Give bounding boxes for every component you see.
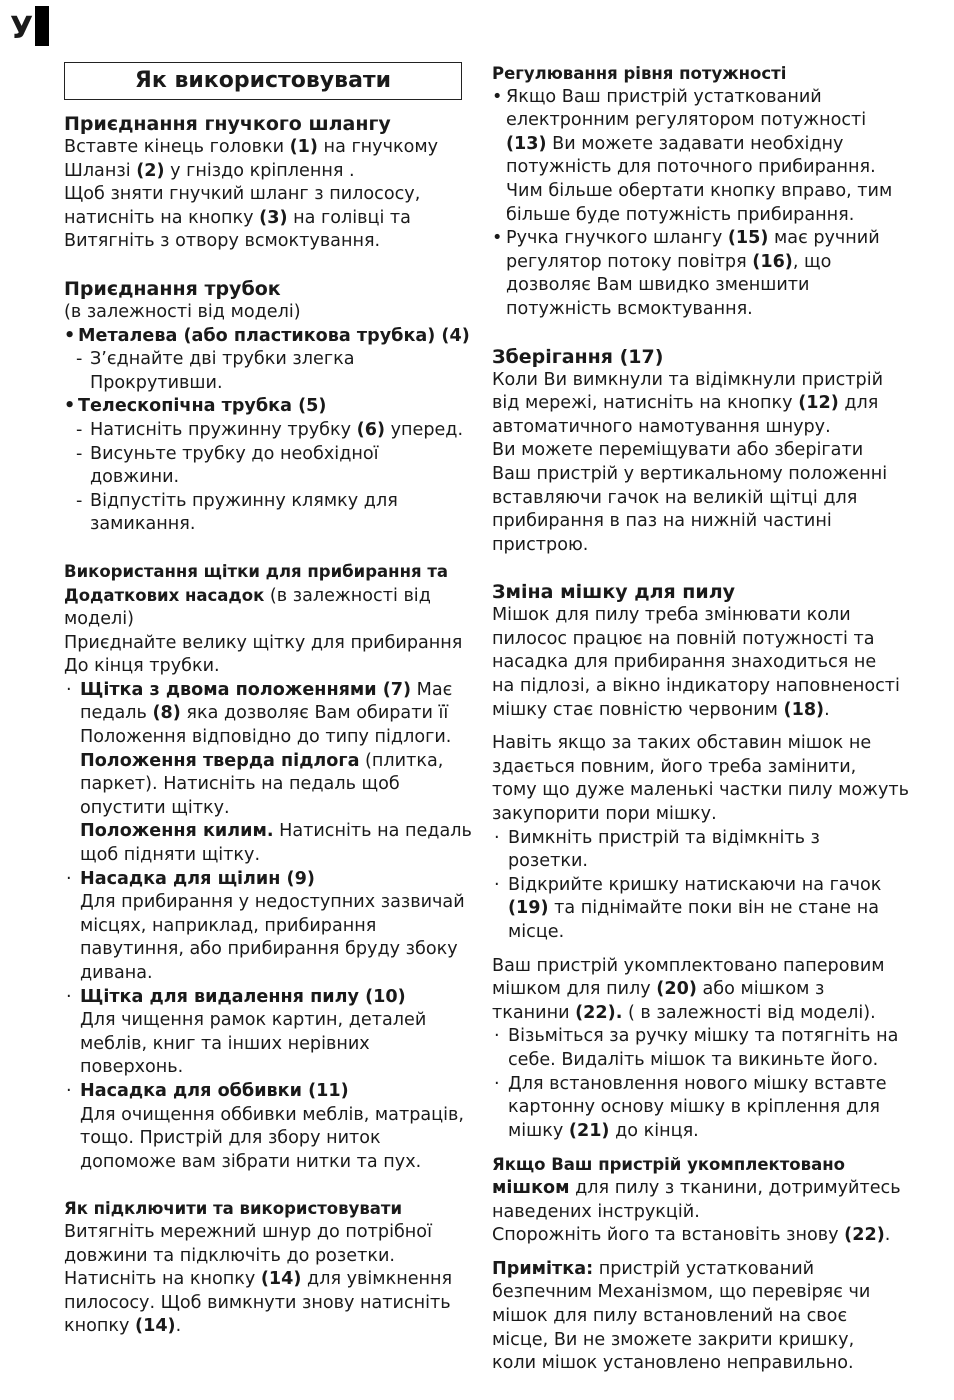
text-line: мішок для пилу встановлений на своє: [492, 1305, 848, 1326]
text-line: прибирання в паз на нижній частині: [492, 511, 832, 532]
text-line: безпечним Механізмом, що перевіряє чи: [492, 1282, 871, 1303]
text-line: Ваш пристрій у вертикальному положенні: [492, 463, 888, 484]
text-line: мішку стає повністю червоним (18).: [492, 699, 830, 720]
text-line: тому що дуже маленькі частки пилу можуть: [492, 780, 910, 801]
dash-item: - Відпустіть пружинну клямку для замикання.: [76, 490, 398, 535]
text-line: Ваш пристрій укомплектовано паперовим: [492, 955, 885, 976]
language-code: У: [10, 11, 34, 46]
text-line: Ви можете переміщувати або зберігати: [492, 440, 864, 461]
text-line: закупорити пори мішку.: [492, 804, 717, 825]
text-line: кнопку (14).: [64, 1316, 182, 1337]
text-line: на підлозі, а вікно індикатору наповненості: [492, 676, 900, 697]
text-line: Витягніть мережний шнур до потрібної: [64, 1221, 432, 1242]
section-heading: Зміна мішку для пилу: [492, 581, 736, 604]
text-line: Щоб зняти гнучкий шланг з пилососу,: [64, 184, 421, 205]
text-line: автоматичного намотування шнуру.: [492, 416, 831, 437]
text-line: моделі): [64, 609, 135, 630]
text-line: натисніть на кнопку (3) на голівці та: [64, 207, 411, 228]
page-title: Як використовувати: [64, 62, 462, 100]
text-line: наведених інструкцій.: [492, 1201, 700, 1222]
text-line: Вставте кінець головки (1) на гнучкому: [64, 137, 439, 157]
text-line: мішком для пилу з тканини, дотримуйтесь: [492, 1177, 901, 1198]
text-line: мішком для пилу (20) або мішком з: [492, 979, 825, 1000]
bullet-item: · Для встановлення нового мішку вставте картонну основу мішку в кріплення для мішку (21) до кінця.: [494, 1073, 887, 1141]
dash-item: - Натисніть пружинну трубку (6) уперед.: [76, 419, 464, 440]
section-heading: Приєднання гнучкого шлангу: [64, 113, 391, 135]
section-heading: Приєднання трубок: [64, 277, 281, 300]
bullet-item: · Відкрийте кришку натискаючи на гачок (19) та піднімайте поки він не стане на місце.: [494, 874, 882, 942]
section-bag: [492, 580, 922, 1375]
right-column: [492, 62, 922, 1376]
text-line: Шланзі (2) у гніздо кріплення .: [64, 160, 355, 181]
text-line: насадка для прибирання знаходиться не: [492, 652, 877, 673]
bullet-item: • Телескопічна трубка (5): [64, 396, 327, 417]
section-hose: [64, 112, 482, 254]
text-line: вставляючи гачок на великій щітці для: [492, 487, 858, 508]
bullet-item: · Вимкніть пристрій та відімкніть з розетки.: [494, 827, 820, 872]
section-heading: Як підключити та використовувати: [64, 1199, 403, 1219]
section-heading: Регулювання рівня потужності: [492, 64, 787, 83]
text-line: Спорожніть його та встановіть знову (22).: [492, 1225, 891, 1246]
text-line: Мішок для пилу треба змінювати коли: [492, 605, 851, 626]
text-line: тканини (22). ( в залежності від моделі).: [492, 1002, 876, 1023]
bullet-item: · Щітка з двома положеннями (7) Має педаль (8) яка дозволяє Вам обирати її Положення відповідно до типу підлоги. Положення тверда підлога (плитка, паркет). Натисніть на педаль щоб опустити щітку. Положення килим. Натисніть на педаль щоб підняти щітку.: [66, 679, 472, 866]
text-line: місце, Ви не зможете закрити кришку,: [492, 1329, 855, 1350]
dash-item: - З’єднайте дві трубки злегка Прокрутивши.: [76, 349, 355, 393]
section-tubes: [64, 277, 482, 537]
bullet-item: · Візьміться за ручку мішку та потягніть на себе. Видаліть мішок та викиньте його.: [494, 1026, 899, 1070]
text-line: До кінця трубки.: [64, 656, 220, 677]
text-line: пилосос працює на повній потужності та: [492, 628, 875, 649]
bullet-item: • Ручка гнучкого шлангу (15) має ручний регулятор потоку повітря (16), що дозволяє Вам швидко зменшити потужність всмоктування.: [492, 228, 880, 319]
dash-item: - Висуньте трубку до необхідної довжини.: [76, 443, 379, 488]
section-connect: [64, 1197, 482, 1339]
text-line: від мережі, натисніть на кнопку (12) для: [492, 393, 879, 414]
note-line: Примітка: пристрій устаткований: [492, 1258, 815, 1279]
text-line: Додаткових насадок (в залежності від: [64, 585, 431, 606]
text-line: Приєднайте велику щітку для прибирання: [64, 632, 463, 653]
language-marker: [10, 6, 49, 46]
section-brush: [64, 560, 482, 1174]
text-line: коли мішок установлено неправильно.: [492, 1353, 854, 1374]
text-line: Витягніть з отвору всмоктування.: [64, 231, 381, 252]
section-heading: Використання щітки для прибирання та: [64, 561, 449, 581]
text-line: здається повним, його треба замінити,: [492, 756, 857, 777]
text-line: довжини та підключіть до розетки.: [64, 1245, 395, 1266]
language-bar: [35, 6, 49, 46]
text-line: Натисніть на кнопку (14) для увімкнення: [64, 1269, 453, 1290]
text-line: пилососу. Щоб вимкнути знову натисніть: [64, 1292, 451, 1313]
section-power: [492, 62, 922, 322]
text-line: Коли Ви вимкнули та відімкнули пристрій: [492, 369, 884, 390]
section-storage: [492, 345, 922, 558]
bullet-item: • Металева (або пластикова трубка) (4): [64, 325, 470, 346]
section-heading: Зберігання (17): [492, 345, 664, 368]
text-line: Якщо Ваш пристрій укомплектовано: [492, 1155, 845, 1175]
bullet-item: · Насадка для оббивки (11) Для очищення оббивки меблів, матраців, тощо. Пристрій для збору ниток допоможе вам зібрати нитки та пух.: [66, 1080, 464, 1172]
bullet-item: · Щітка для видалення пилу (10) Для чищення рамок картин, деталей меблів, книг та інших нерівних поверхонь.: [66, 986, 427, 1078]
text-line: Навіть якщо за таких обставин мішок не: [492, 733, 872, 754]
bullet-item: · Насадка для щілин (9) Для прибирання у недоступних зазвичай місцях, наприклад, прибирання павутиння, або прибирання бруду збоку дивана.: [66, 868, 465, 983]
bullet-item: • Якщо Ваш пристрій устаткований електронним регулятором потужності (13) Ви можете задавати необхідну потужність для поточного прибирання. Чим більше обертати кнопку вправо, тим більше буде потужність прибирання.: [492, 86, 893, 225]
left-column: [64, 62, 482, 1362]
model-note: (в залежності від моделі): [64, 301, 301, 322]
text-line: пристрою.: [492, 534, 589, 555]
